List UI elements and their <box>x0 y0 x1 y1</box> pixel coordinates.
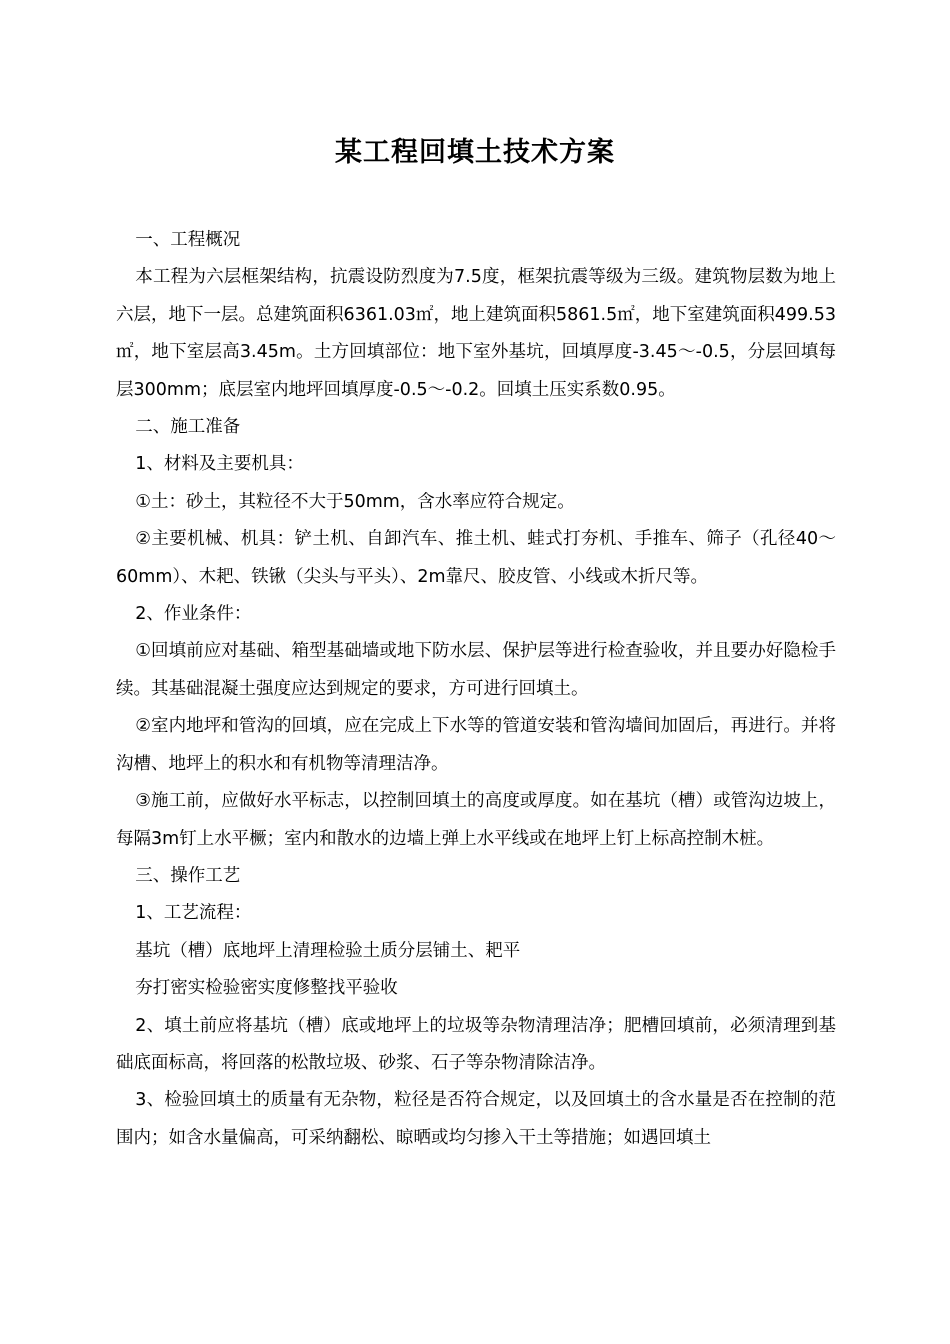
subsection-heading: 1、工艺流程： <box>135 903 252 924</box>
section-heading: 二、施工准备 <box>135 417 241 438</box>
paragraph: 2、填土前应将基坑（槽）底或地坪上的垃圾等杂物清理洁净；肥槽回填前，必须清理到基础底面标高，将回落的松散垃圾、砂浆、石子等杂物清除洁净。 <box>116 1015 836 1073</box>
section-heading: 一、工程概况 <box>135 230 241 250</box>
list-item: ②主要机械、机具：铲土机、自卸汽车、推土机、蛙式打夯机、手推车、筛子（孔径40～60mm）、木耙、铁锹（尖头与平头）、2m靠尺、胶皮管、小线或木折尺等。 <box>116 529 836 587</box>
list-item: ①回填前应对基础、箱型基础墙或地下防水层、保护层等进行检查验收，并且要办好隐检手续。其基础混凝土强度应达到规定的要求，方可进行回填土。 <box>116 641 836 699</box>
list-item: ③施工前，应做好水平标志，以控制回填土的高度或厚度。如在基坑（槽）或管沟边坡上，每隔3m钉上水平橛；室内和散水的边墙上弹上水平线或在地坪上钉上标高控制木桩。 <box>116 791 836 849</box>
process-flow-line: 基坑（槽）底地坪上清理检验土质分层铺土、耙平 <box>135 940 521 961</box>
subsection-heading: 2、作业条件： <box>135 604 252 625</box>
paragraph: 3、检验回填土的质量有无杂物，粒径是否符合规定，以及回填土的含水量是否在控制的范围内；如含水量偏高，可采纳翻松、晾晒或均匀掺入干土等措施；如遇回填土 <box>116 1090 836 1148</box>
list-item: ②室内地坪和管沟的回填，应在完成上下水等的管道安装和管沟墙间加固后，再进行。并将沟槽、地坪上的积水和有机物等清理洁净。 <box>116 716 836 774</box>
document-title: 某工程回填土技术方案 <box>335 137 615 168</box>
section-heading: 三、操作工艺 <box>135 865 241 886</box>
paragraph: 本工程为六层框架结构，抗震设防烈度为7.5度，框架抗震等级为三级。建筑物层数为地上六层，地下一层。总建筑面积6361.03㎡，地上建筑面积5861.5㎡，地下室建筑面积499.53㎡，地下室层高3.45m。土方回填部位：地下室外基坑，回填厚度-3.45～-0.5，分层回填每层300mm；底层室内地坪回填厚度-0.5～-0.2。回填土压实系数0.95。 <box>116 267 836 400</box>
document-body <box>116 222 836 1157</box>
list-item: ①土：砂土，其粒径不大于50mm，含水率应符合规定。 <box>135 491 575 512</box>
subsection-heading: 1、材料及主要机具： <box>135 454 304 475</box>
process-flow-line: 夯打密实检验密实度修整找平验收 <box>135 978 398 999</box>
